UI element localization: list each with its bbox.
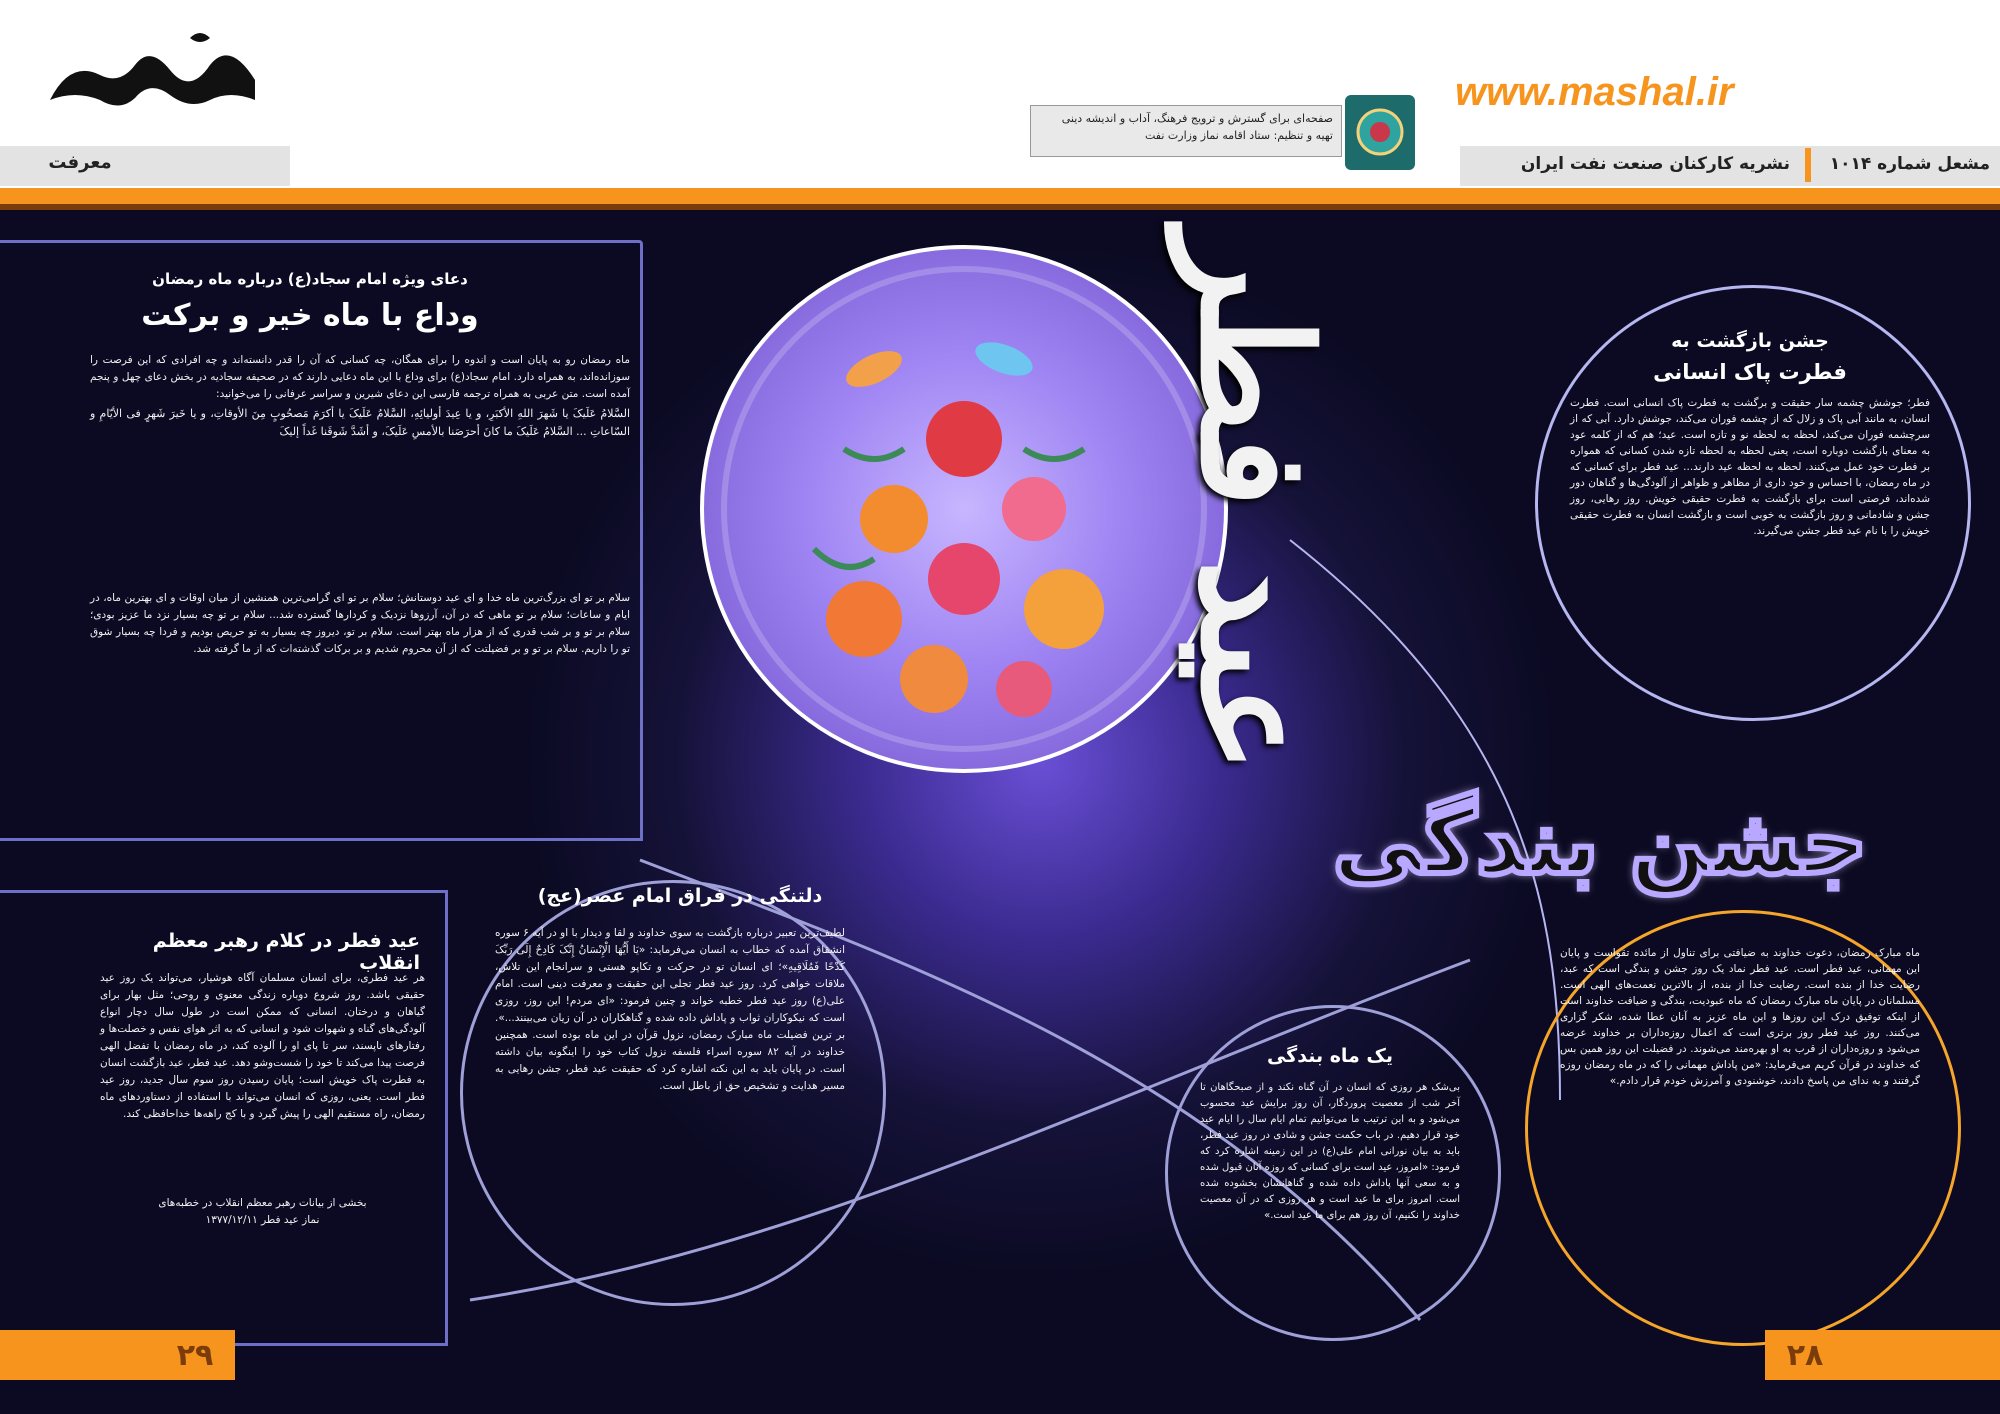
ornament-emblem: [1345, 95, 1415, 170]
eid-fitr-calligraphy: عید فطر: [1167, 230, 1343, 774]
left-article-kicker: دعای ویژه امام سجاد(ع) درباره ماه رمضان: [152, 270, 468, 288]
one-month-article-title: یک ماه بندگی: [1266, 1045, 1394, 1067]
issue-divider: [1805, 148, 1811, 182]
subtitle-jashn-bandegi: جشن بندگی: [1332, 790, 1868, 895]
logo-graphic: [40, 20, 270, 120]
page-number-right: ۲۸: [1786, 1338, 1824, 1373]
leader-article-body: هر عید فطری، برای انسان مسلمان آگاه هوشیار، می‌تواند یک روز عید حقیقی باشد. روز شروع دوباره زندگی معنوی و روحی؛ مثل بهار برای گیاهان و درختان. انسانی که ممکن است در طول سال دچار انواع آلودگی‌های گناه و شهوات شود و انسانی که به اثر هوای نفس و خصلت‌ها و رفتارهای ناپسند، سر تا پای او را آلوده کند، در ماه رمضان با تفضل الهی فرصت پیدا می‌کند تا خود را شست‌وشو دهد. عید فطر، عید بازگشت انسان به فطرت پاک خویش است؛ پایان رسیدن روز سوم سال جدید، روز عید فطر است. یعنی، روزی که انسان می‌تواند با استفاده از دستاوردهای ماه رمضان، راه مستقیم الهی را پیش گیرد و با کج راهه‌ها خداحافظی کند.: [100, 972, 425, 1120]
notice-line-1: صفحه‌ای برای گسترش و ترویج فرهنگ، آداب و اندیشه دینی: [1061, 112, 1333, 125]
left-article-arabic: السَّلامُ عَلَیکَ یا شَهرَ اللهِ الأکبَرِ، و یا عِیدَ أولیائِهِ، السَّلامُ عَلَیکَ یا أکرَمَ مَصحُوبٍ مِنَ الأوقاتِ، و یا خَیرَ شَهرٍ فی الأیّامِ و السّاعاتِ ... السَّلامُ عَلَیکَ ما کانَ أحرَصَنا بالأمسِ عَلَیکَ، و أشَدَّ شَوقَنا غَداً إلیکَ: [90, 407, 630, 438]
page-number-left: ۲۹: [176, 1338, 214, 1373]
issue-number: مشعل شماره ۱۰۱۴: [1829, 154, 1990, 174]
imam-article-body: لطیف‌ترین تعبیر درباره بازگشت به سوی خداوند و لقا و دیدار با او در آیه ۶ سوره انشقاق آمده که خطاب به انسان می‌فرماید: «یَا أَیُّهَا الْإِنْسَانُ إِنَّکَ کَادِحٌ إِلَی رَبِّکَ کَدْحًا فَمُلَاقِیهِ»؛ ای انسان تو در حرکت و تکاپو هستی و سرانجام این تلاش، ملاقات خواهی کرد. روز عید فطر تجلی این حقیقت و معرفت دینی است. امام علی(ع) روز عید فطر خطبه خواند و چنین فرمود: «ای مردم! این روز، روزی است که نیکوکاران ثواب و پاداش داده شده و گناهکاران در آن زیان می‌بینند...». بر ترین فضیلت ماه مبارک رمضان، نزول قرآن در این ماه بوده است. همچنین خداوند در آیه ۸۲ سوره اسراء فلسفه نزول کتاب خود را اینگونه بیان داشته است. در پایان باید به این نکته اشاره کرد که حقیقت عید فطر، جشن رهایی به مسیر هدایت و تشخیص حق از باطل است.: [495, 927, 845, 1092]
fitrat-article-body: فطر؛ جوشش چشمه سار حقیقت و برگشت به فطرت پاک انسانی است. فطرت انسان، به مانند آبی پاک و زلال که از چشمه فوران می‌کند، جوشش دارد. آبی که از سرچشمه فوران می‌کند، لحظه به لحظه نو و تازه است. عید؛ هم که از کلمه عود به معنای بازگشت دوباره است، یعنی لحظه به لحظه تازه‌ شدن کسانی که همواره بر فطرت خود عمل می‌کنند. لحظه به لحظه عید دارند... عید فطر برای کسانی که در ماه رمضان، با احساس و خود داری از مظاهر و ظواهر از آلودگی‌ها و گناهان دور شده‌اند، فرصتی است برای بازگشت به فطرت حقیقی خویش. روز رهایی، روز جشن و شادمانی و روز بازگشت به خوبی است و بازگشت انسان به فطرت حقیقی خویش را با نام عید فطر جشن می‌گیرند.: [1570, 397, 1930, 537]
eid-day-article-body: ماه مبارک رمضان، دعوت خداوند به ضیافتی برای تناول از مائده تقواست و پایان این مهمانی، عید فطر است. عید فطر نماد یک روز جشن و بندگی است که عبد، رضایت خدا از بنده است. رضایت خدا از بنده، از بالاترین نعمت‌های الهی است. مسلمانان در پایان ماه مبارک رمضان که ماه عبودیت، بندگی و ضیافت خداوند است از اینکه توفیق درک این روزها و این ماه عزیز به آنان عطا شده، شکر گزاری می‌کنند. روز عید فطر روز برتری است که اعمال روزه‌داران بر خداوند عرضه می‌شود و روزه‌داران از قرب به او بهره‌مند می‌شوند. در فضیلت این روز همین بس که خداوند در قرآن کریم می‌فرماید: «من پاداش مهمانی را که در ماه رمضان روزه گرفتند و به ندای من پاسخ دادند، خوشنودی و آمرزش خودم قرار دادم.»: [1560, 947, 1920, 1087]
left-article-title: وداع با ماه خیر و برکت: [141, 298, 479, 333]
one-month-article-body: بی‌شک هر روزی که انسان در آن گناه نکند و از صبحگاهان تا آخر شب از معصیت پروردگار، آن روز برایش عید محسوب می‌شود و به این ترتیب ما می‌توانیم تمام ایام سال را ایام عید خود قرار دهیم. در باب حکمت جشن و شادی در روز عید فطر، باید به بیان نورانی امام علی(ع) در این زمینه اشاره کرد که فرمود: «امروز، عید است برای کسانی که روزه آنان قبول شده و به سعی آنها پاداش داده شده و گناهانشان بخشوده شده است. امروز برای ما عید است و هر روزی که در آن معصیت خداوند را نکنیم، آن روز هم برای ما عید است.»: [1200, 1082, 1460, 1221]
left-article-intro: ماه رمضان رو به پایان است و اندوه را برای همگان، چه کسانی که آن را قدر دانسته‌اند و چه افرادی که این فرصت را سوزانده‌اند، به همراه دارد. امام سجاد(ع) برای وداع با این ماه دعایی دارند که در صحیفه سجادیه در بخش دعای چهل و پنجم آمده است. متن عربی به همراه ترجمه فارسی این دعای شیرین و سراسر عرفانی را می‌خوانید:: [90, 354, 630, 400]
website-url[interactable]: www.mashal.ir: [1455, 70, 1734, 114]
emblem-icon: [1345, 95, 1415, 170]
left-article-translation: سلام بر تو ای بزرگ‌ترین ماه خدا و ای عید دوستانش؛ سلام بر تو ای گرامی‌ترین همنشین از میان اوقات و ای بهترین ماه، در ایام و ساعات؛ سلام بر تو ماهی که در آن، آرزوها نزدیک و کردارها گسترده شد... سلام بر تو چه بسیار نزد ما عزیز بودی؛ سلام بر تو و بر شب قدری که از هزار ماه بهتر است. سلام بر تو، دیروز چه بسیار به تو حریص بودیم و فردا چه بسیار شوق تو را داریم. سلام بر تو و بر فضیلتت که از آن محروم شدیم و بر برکات گذشته‌ات که از ما گرفته شد.: [90, 592, 630, 655]
section-label: معرفت: [48, 152, 112, 173]
mashal-logo: [40, 20, 270, 120]
leader-article-source-2: نماز عید فطر ۱۳۷۷/۱۲/۱۱: [205, 1214, 320, 1226]
publication-name: نشریه کارکنان صنعت نفت ایران: [1520, 154, 1790, 174]
fitrat-article-title-1: جشن بازگشت به: [1671, 330, 1829, 352]
leader-article-title: عید فطر در کلام رهبر معظم انقلاب: [152, 930, 420, 974]
imam-article-title: دلتنگی در فراق امام عصر(عج): [537, 885, 823, 907]
leader-article-source-1: بخشی از بیانات رهبر معظم انقلاب در خطبه‌های: [158, 1197, 367, 1209]
notice-line-2: تهیه و تنظیم: ستاد اقامه نماز وزارت نفت: [1145, 129, 1333, 142]
notice-box: [1030, 105, 1342, 157]
fitrat-article-title-2: فطرت پاک انسانی: [1653, 360, 1847, 384]
